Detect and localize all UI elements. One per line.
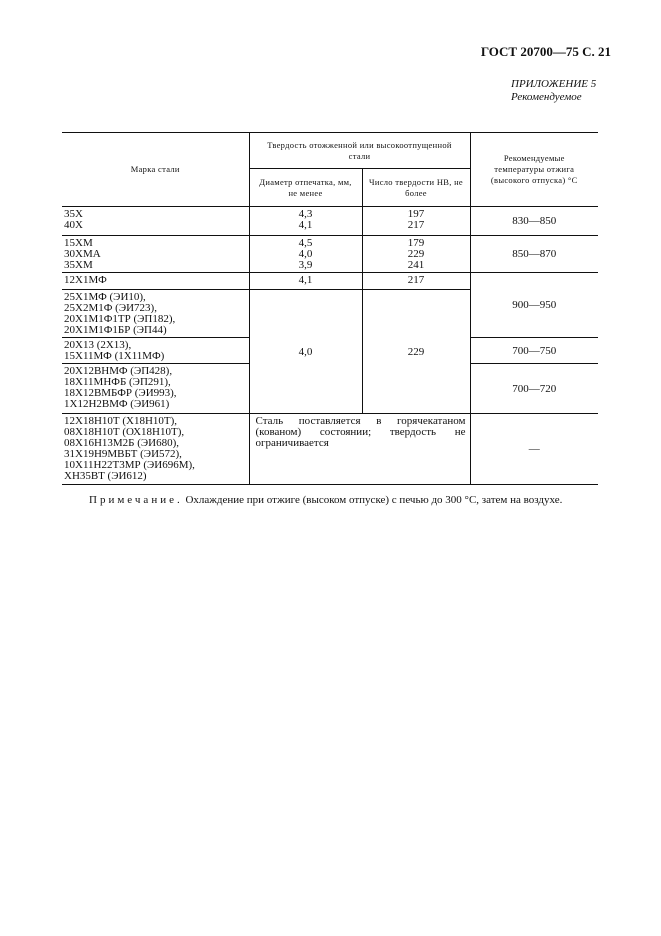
diameter-cell: 4,0 [298, 248, 313, 260]
header-temp: Рекомендуемые температуры отжига (высокого отпуска) °С [470, 133, 598, 207]
table-row [62, 273, 598, 290]
grade-cell: 15ХМ [64, 237, 93, 249]
grade-cell: 12Х18Н10Т (Х18Н10Т), [64, 415, 178, 427]
header-grade: Марка стали [62, 133, 249, 207]
temp-cell: 700—720 [470, 364, 598, 414]
header-hardness: Твердость отожженной или высокоотпущенной стали [249, 133, 470, 169]
grade-cell: 20Х13 (2Х13), [64, 339, 132, 351]
standard-header: ГОСТ 20700—75 С. 21 [480, 44, 611, 59]
temp-cell: — [470, 414, 598, 485]
table-row [62, 207, 598, 236]
grade-cell: 30ХМА [64, 248, 101, 260]
grade-cell: 20Х1М1Ф1ТР (ЭП182), [64, 313, 176, 325]
appendix-block [511, 78, 596, 104]
grade-cell: 31Х19Н9МВБТ (ЭИ572), [64, 448, 182, 460]
grade-cell: 12Х1МФ [62, 273, 249, 290]
temp-cell: 830—850 [470, 207, 598, 236]
grade-cell: 1Х12Н2ВМФ (ЭИ961) [64, 398, 170, 410]
note-text: Охлаждение при отжиге (высоком отпуске) с печью до 300 °С, затем на воздухе. [182, 494, 563, 506]
grade-cell: 18Х11МНФБ (ЭП291), [64, 376, 171, 388]
grade-cell: 10Х11Н22Т3МР (ЭИ696М), [64, 459, 195, 471]
diameter-merged-cell: 4,0 [249, 290, 362, 414]
grade-cell: 08Х16Н13М2Б (ЭИ680), [64, 437, 180, 449]
grade-cell: 25Х1МФ (ЭИ10), [64, 291, 146, 303]
table-row [62, 414, 598, 485]
grade-cell: 35Х [64, 208, 83, 220]
grade-cell: 25Х2М1Ф (ЭИ723), [64, 302, 157, 314]
appendix-subtitle: Рекомендуемое [511, 91, 582, 103]
grade-cell: 08Х18Н10Т (ОХ18Н10Т), [64, 426, 185, 438]
grade-cell: 15Х11МФ (1Х11МФ) [64, 350, 165, 362]
grade-cell: 40Х [64, 219, 83, 231]
hb-cell: 217 [407, 219, 425, 231]
hb-cell: 197 [407, 208, 425, 220]
hb-cell: 217 [362, 273, 470, 290]
header-hb: Число твердости НВ, не более [362, 169, 470, 207]
grade-cell: 18Х12ВМБФР (ЭИ993), [64, 387, 177, 399]
diameter-cell: 4,1 [249, 273, 362, 290]
grade-cell: 35ХМ [64, 259, 93, 271]
hb-cell: 179 [407, 237, 425, 249]
diameter-cell: 4,3 [298, 208, 313, 220]
temp-cell: 850—870 [470, 236, 598, 273]
grade-cell: ХН35ВТ (ЭИ612) [64, 470, 147, 482]
hb-cell: 229 [407, 248, 425, 260]
table-footnote [89, 494, 562, 506]
hardness-note-cell: Сталь поставляется в горячекатаном (кованом) состоянии; твердость не ограничивается [249, 414, 470, 485]
steel-annealing-table [62, 132, 598, 485]
hb-cell: 241 [407, 259, 425, 271]
temp-cell: 700—750 [470, 338, 598, 364]
hb-merged-cell: 229 [362, 290, 470, 414]
diameter-cell: 4,5 [298, 237, 313, 249]
table-row [62, 236, 598, 273]
header-diameter: Диаметр отпечатка, мм, не менее [249, 169, 362, 207]
note-label: Примечание. [89, 494, 183, 506]
grade-cell: 20Х1М1Ф1БР (ЭП44) [64, 324, 167, 336]
grade-cell: 20Х12ВНМФ (ЭП428), [64, 365, 173, 377]
temp-cell: 900—950 [470, 273, 598, 338]
diameter-cell: 3,9 [298, 259, 313, 271]
diameter-cell: 4,1 [298, 219, 313, 231]
appendix-title: ПРИЛОЖЕНИЕ 5 [511, 78, 597, 90]
